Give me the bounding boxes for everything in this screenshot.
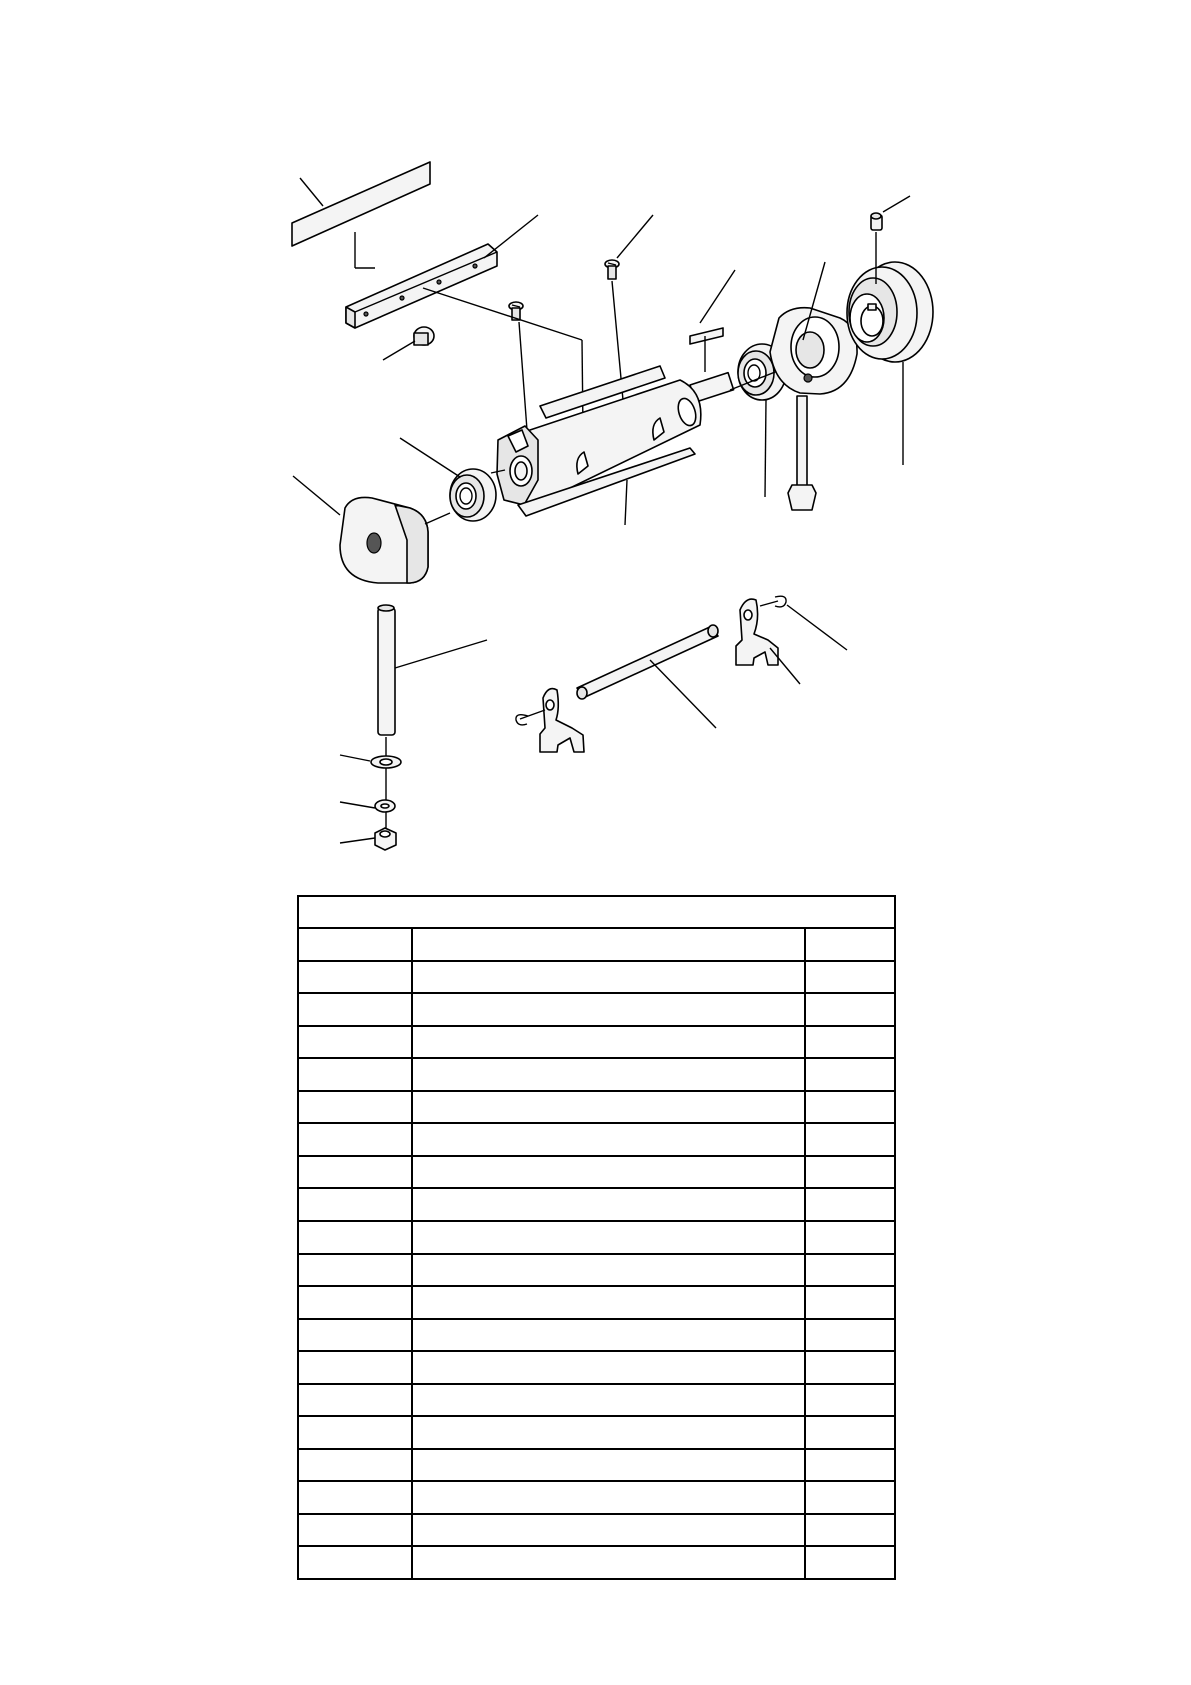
part-number-cell — [298, 1449, 412, 1482]
shaft-key — [690, 270, 735, 372]
part-number-cell — [298, 1091, 412, 1124]
part-number-cell — [298, 1546, 412, 1579]
description-cell — [412, 1514, 805, 1547]
part-number-cell — [298, 1481, 412, 1514]
table-row — [298, 1351, 895, 1384]
description-cell — [412, 1058, 805, 1091]
part-number-cell — [298, 1221, 412, 1254]
description-cell — [412, 1188, 805, 1221]
description-cell — [412, 1449, 805, 1482]
cutterhead — [491, 366, 734, 525]
quantity-cell — [805, 1091, 895, 1124]
table-row — [298, 961, 895, 994]
part-number-cell — [298, 1188, 412, 1221]
table-row — [298, 1156, 895, 1189]
description-cell — [412, 1123, 805, 1156]
vertical-rod-assembly — [340, 605, 487, 850]
table-row — [298, 1286, 895, 1319]
quantity-cell — [805, 928, 895, 961]
quantity-cell — [805, 1254, 895, 1287]
description-cell — [412, 1026, 805, 1059]
part-number-cell — [298, 1351, 412, 1384]
quantity-cell — [805, 1416, 895, 1449]
part-number-cell — [298, 1026, 412, 1059]
quantity-cell — [805, 1286, 895, 1319]
quantity-cell — [805, 961, 895, 994]
description-cell — [412, 1351, 805, 1384]
quantity-cell — [805, 1319, 895, 1352]
bearing-left — [400, 438, 496, 521]
table-title — [298, 896, 895, 928]
quantity-cell — [805, 1546, 895, 1579]
description-cell — [412, 1091, 805, 1124]
part-number-cell — [298, 1416, 412, 1449]
quantity-cell — [805, 1026, 895, 1059]
table-row — [298, 1058, 895, 1091]
description-cell — [412, 1481, 805, 1514]
description-cell — [412, 1156, 805, 1189]
quantity-cell — [805, 1058, 895, 1091]
part-number-cell — [298, 928, 412, 961]
part-number-cell — [298, 993, 412, 1026]
table-title-row — [298, 896, 895, 928]
quantity-cell — [805, 1351, 895, 1384]
table-row — [298, 1514, 895, 1547]
table-row — [298, 1254, 895, 1287]
table-row — [298, 1384, 895, 1417]
table-row — [298, 1546, 895, 1579]
table-row — [298, 1319, 895, 1352]
table-row — [298, 928, 895, 961]
quantity-cell — [805, 1384, 895, 1417]
description-cell — [412, 1384, 805, 1417]
description-cell — [412, 961, 805, 994]
table-row — [298, 1026, 895, 1059]
quantity-cell — [805, 1188, 895, 1221]
knife-gib — [346, 215, 538, 328]
quantity-cell — [805, 1123, 895, 1156]
part-number-cell — [298, 961, 412, 994]
description-cell — [412, 1286, 805, 1319]
quantity-cell — [805, 1221, 895, 1254]
description-cell — [412, 1416, 805, 1449]
part-number-cell — [298, 1514, 412, 1547]
description-cell — [412, 1254, 805, 1287]
part-number-cell — [298, 1156, 412, 1189]
pulley — [847, 262, 933, 465]
quantity-cell — [805, 1156, 895, 1189]
table-row — [298, 1481, 895, 1514]
part-number-cell — [298, 1254, 412, 1287]
quantity-cell — [805, 1514, 895, 1547]
table-row — [298, 1123, 895, 1156]
quantity-cell — [805, 1449, 895, 1482]
planer-knife — [292, 162, 430, 246]
parts-list-table — [297, 895, 896, 1580]
table-row — [298, 1091, 895, 1124]
table-row — [298, 1416, 895, 1449]
quantity-cell — [805, 1481, 895, 1514]
description-cell — [412, 928, 805, 961]
table-row — [298, 1188, 895, 1221]
bearing-housing-left — [293, 476, 450, 583]
part-number-cell — [298, 1384, 412, 1417]
part-number-cell — [298, 1286, 412, 1319]
description-cell — [412, 1221, 805, 1254]
horizontal-shaft-assembly — [516, 596, 847, 752]
description-cell — [412, 993, 805, 1026]
table-row — [298, 1221, 895, 1254]
description-cell — [412, 1546, 805, 1579]
gib-screw — [383, 327, 434, 360]
part-number-cell — [298, 1058, 412, 1091]
part-number-cell — [298, 1319, 412, 1352]
table-row — [298, 993, 895, 1026]
table-row — [298, 1449, 895, 1482]
quantity-cell — [805, 993, 895, 1026]
part-number-cell — [298, 1123, 412, 1156]
description-cell — [412, 1319, 805, 1352]
